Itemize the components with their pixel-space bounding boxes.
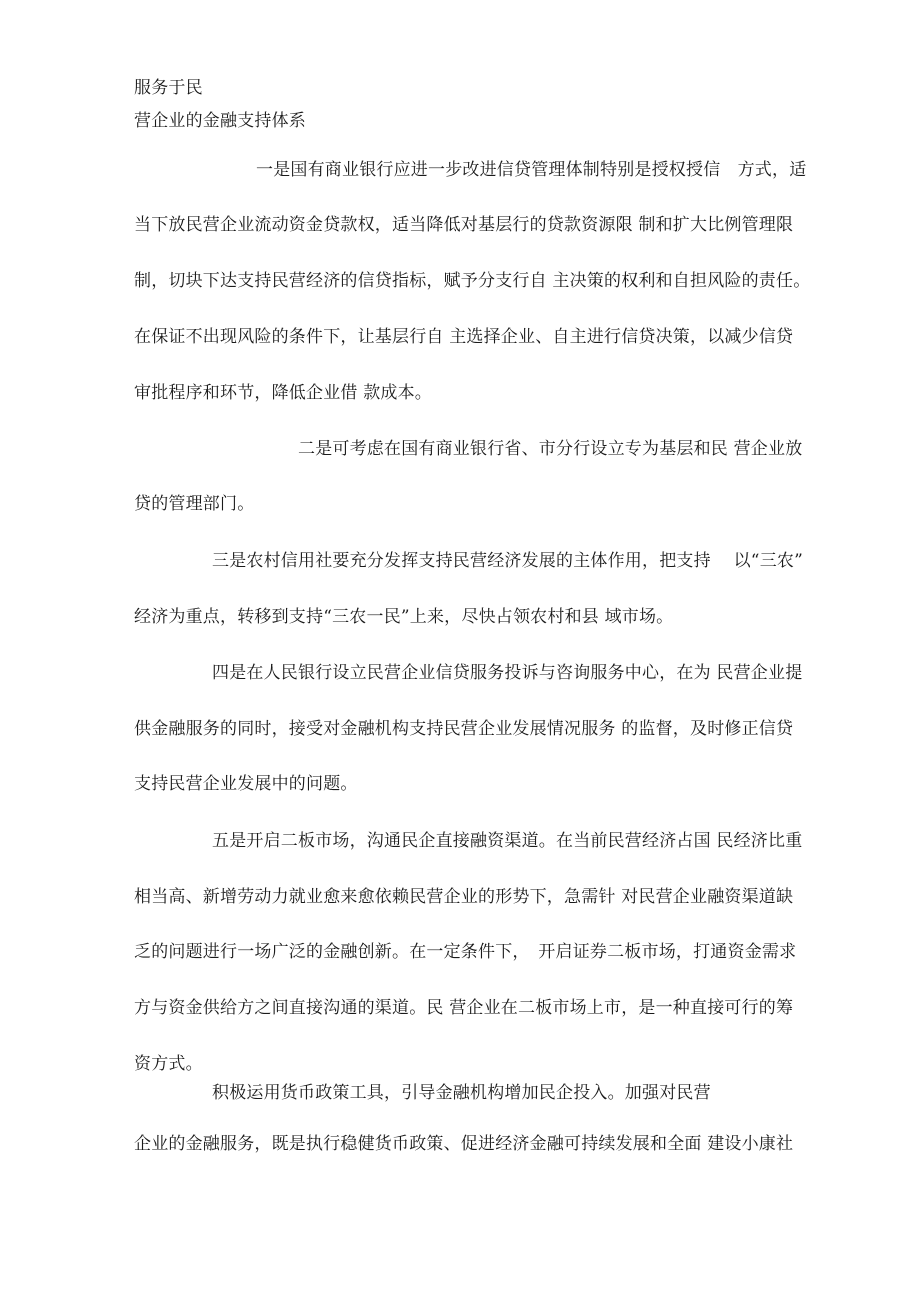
paragraph-1-line-1: 一是国有商业银行应进一步改进信贷管理体制特别是授权授信 方式，适 [256,160,807,180]
paragraph-1-line-2: 当下放民营企业流动资金贷款权，适当降低对基层行的贷款资源限 制和扩大比例管理限 [134,215,794,235]
document-title-line-2: 营企业的金融支持体系 [134,111,306,131]
paragraph-2-line-1: 二是可考虑在国有商业银行省、市分行设立专为基层和民 营企业放 [298,439,803,459]
paragraph-4-line-1: 四是在人民银行设立民营企业信贷服务投诉与咨询服务中心，在为 民营企业提 [212,663,803,683]
paragraph-5-line-1: 五是开启二板市场，沟通民企直接融资渠道。在当前民营经济占国 民经济比重 [212,831,803,851]
document-title-line-1: 服务于民 [134,78,203,98]
paragraph-4-line-3: 支持民营企业发展中的问题。 [134,774,358,794]
paragraph-1-line-4: 在保证不出现风险的条件下，让基层行自 主选择企业、自主进行信贷决策，以减少信贷 [134,327,794,347]
paragraph-6-line-1: 积极运用货币政策工具，引导金融机构增加民企投入。加强对民营 [212,1083,711,1103]
paragraph-1-line-3: 制，切块下达支持民营经济的信贷指标，赋予分支行自 主决策的权利和自担风险的责任。 [134,271,811,291]
paragraph-5-line-2: 相当高、新增劳动力就业愈来愈依赖民营企业的形势下，急需针 对民营企业融资渠道缺 [134,887,794,907]
paragraph-5-line-4: 方与资金供给方之间直接沟通的渠道。民 营企业在二板市场上市，是一种直接可行的筹 [134,998,794,1018]
paragraph-5-line-5: 资方式。 [134,1054,203,1074]
paragraph-4-line-2: 供金融服务的同时，接受对金融机构支持民营企业发展情况服务 的监督，及时修正信贷 [134,719,794,739]
paragraph-2-line-2: 贷的管理部门。 [134,494,255,514]
paragraph-3-line-1: 三是农村信用社要充分发挥支持民营经济发展的主体作用，把支持 以“三农” [212,551,803,571]
paragraph-5-line-3: 乏的问题进行一场广泛的金融创新。在一定条件下， 开启证券二板市场，打通资金需求 [134,942,797,962]
paragraph-6-line-2: 企业的金融服务，既是执行稳健货币政策、促进经济金融可持续发展和全面 建设小康社 [134,1134,794,1154]
paragraph-3-line-2: 经济为重点，转移到支持“三农一民”上来，尽快占领农村和县 域市场。 [134,607,674,627]
paragraph-1-line-5: 审批程序和环节，降低企业借 款成本。 [134,383,433,403]
